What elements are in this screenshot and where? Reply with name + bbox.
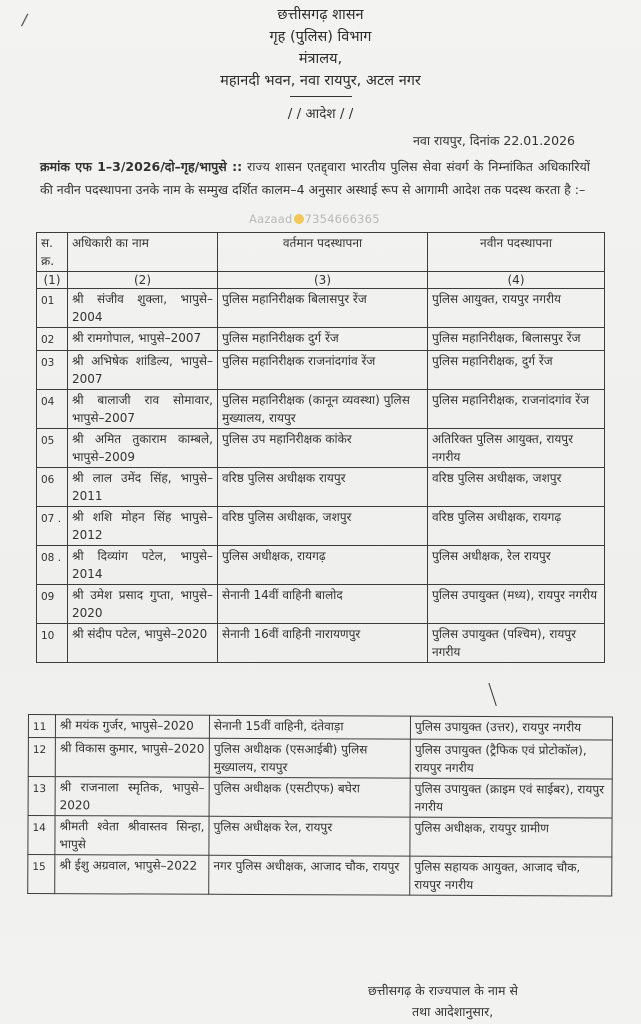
column-number: (1) [37,272,68,289]
table-row [37,390,605,429]
new-posting: पुलिस उपायुक्त (मध्य), रायपुर नगरीय [428,585,605,624]
serial-number: 06 [37,468,68,507]
smiley-icon [294,214,304,224]
new-posting: पुलिस अधीक्षक, रेल रायपुर [428,546,605,585]
column-number-row [37,272,605,289]
current-posting: पुलिस अधीक्षक (एसटीएफ) बघेरा [209,777,410,817]
order-title: / / आदेश / / [287,106,354,122]
table-row [28,715,612,741]
current-posting: नगर पुलिस अधीक्षक, आजाद चौक, रायपुर [209,855,410,895]
officer-name: श्री अभिषेक शांडिल्य, भापुसे–2007 [68,351,218,390]
officer-name: श्री लाल उमेंद सिंह, भापुसे–2011 [68,468,218,507]
serial-number: 05 [37,429,68,468]
signature-line-2: तथा आदेशानुसार, [412,1004,494,1019]
order-text: राज्य शासन एतद्द्वारा भारतीय पुलिस सेवा संवर्ग के निम्नांकित अधिकारियों की नवीन पदस्थापना उनके नाम के सम्मुख दर्शित कालम–4 अनुसार अस्थाई रूप से आगामी आदेश तक पदस्थ करता है :– [40,159,590,197]
new-posting: वरिष्ठ पुलिस अधीक्षक, रायगढ़ [428,507,605,546]
table-row [37,468,605,507]
current-posting: पुलिस अधीक्षक, रायगढ़ [218,546,428,585]
officer-name: श्रीमती श्वेता श्रीवास्तव सिन्हा, भापुसे [55,816,209,856]
new-posting: पुलिस आयुक्त, रायपुर नगरीय [428,289,605,328]
order-paragraph [40,155,590,201]
officer-name: श्री उमेश प्रसाद गुप्ता, भापुसे–2020 [68,585,218,624]
officer-name: श्री बालाजी राव सोमावार, भापुसे–2007 [68,390,218,429]
officer-name: श्री मयंक गुर्जर, भापुसे–2020 [55,715,209,739]
new-posting: पुलिस उपायुक्त (क्राइम एवं साईबर), रायपुर नगरीय [410,778,612,818]
posting-table-part-1 [36,232,605,663]
new-posting: पुलिस महानिरीक्षक, दुर्ग रेंज [428,351,605,390]
officer-name: श्री संजीव शुक्ला, भापुसे–2004 [68,289,218,328]
new-posting: पुलिस उपायुक्त (ट्रैफिक एवं प्रोटोकॉल), रायपुर नगरीय [410,739,612,779]
header-government: छत्तीसगढ़ शासन [277,7,364,23]
header-address: महानदी भवन, नवा रायपुर, अटल नगर [220,73,421,89]
new-posting: वरिष्ठ पुलिस अधीक्षक, जशपुर [428,468,605,507]
pen-tick-mark [488,682,499,706]
current-posting: सेनानी 15वीं वाहिनी, दंतेवाड़ा [209,715,410,739]
current-posting: सेनानी 14वीं वाहिनी बालोद [218,585,428,624]
watermark-phone: 7354666365 [304,212,380,226]
pen-slash-mark: / [20,9,29,30]
watermark [249,212,380,226]
new-posting: पुलिस महानिरीक्षक, राजनांदगांव रेंज [428,390,605,429]
current-posting: पुलिस महानिरीक्षक दुर्ग रेंज [218,328,428,351]
table-header-row [37,233,605,272]
officer-name: श्री शशि मोहन सिंह भापुसे– 2012 [68,507,218,546]
serial-number: 12 [28,738,55,777]
current-posting: पुलिस उप महानिरीक्षक कांकेर [218,429,428,468]
serial-number: 04 [37,390,68,429]
serial-number: 11 [28,715,55,738]
table-row [37,546,605,585]
current-posting: पुलिस अधीक्षक रेल, रायपुर [209,816,410,856]
header-new-posting: नवीन पदस्थापना [428,233,605,272]
serial-number: 14 [28,816,55,855]
serial-number: 09 [37,585,68,624]
current-posting: वरिष्ठ पुलिस अधीक्षक, जशपुर [218,507,428,546]
serial-number: 07 . [37,507,68,546]
current-posting: पुलिस महानिरीक्षक बिलासपुर रेंज [218,289,428,328]
new-posting: अतिरिक्त पुलिस आयुक्त, रायपुर नगरीय [428,429,605,468]
current-posting: सेनानी 16वीं वाहिनी नारायणपुर [218,624,428,663]
header-serial: स. क्र. [37,233,68,272]
officer-name: श्री राजनाला स्मृतिक, भापुसे–2020 [55,777,209,817]
serial-number: 02 [37,328,68,351]
table-row [28,855,612,897]
dateline: नवा रायपुर, दिनांक 22.01.2026 [412,133,575,148]
serial-number: 08 . [37,546,68,585]
header-ministry: मंत्रालय, [298,51,343,67]
column-number: (4) [428,272,605,289]
officer-name: श्री ईशु अग्रवाल, भापुसे–2022 [55,855,209,895]
serial-number: 15 [28,855,55,894]
table-row [37,585,605,624]
serial-number: 10 [37,624,68,663]
serial-number: 13 [28,777,55,816]
current-posting: पुलिस अधीक्षक (एसआईबी) पुलिस मुख्यालय, रायपुर [209,738,410,778]
current-posting: पुलिस महानिरीक्षक राजनांदगांव रेंज [218,351,428,390]
new-posting: पुलिस अधीक्षक, रायपुर ग्रामीण [410,817,612,857]
serial-number: 01 [37,289,68,328]
new-posting: पुलिस उपायुक्त (उत्तर), रायपुर नगरीय [410,716,612,740]
header-divider [290,96,352,97]
officer-name: श्री विकास कुमार, भापुसे–2020 [55,738,209,778]
table-row [28,816,612,858]
officer-name: श्री संदीप पटेल, भापुसे–2020 [68,624,218,663]
serial-number: 03 [37,351,68,390]
table-row [37,507,605,546]
current-posting: वरिष्ठ पुलिस अधीक्षक रायपुर [218,468,428,507]
header-department: गृह (पुलिस) विभाग [269,29,372,45]
order-reference-number: क्रमांक एफ 1–3/2026/दो–गृह/भापुसे :: [40,159,243,174]
table-row [28,777,612,819]
officer-name: श्री रामगोपाल, भापुसे–2007 [68,328,218,351]
watermark-name: Aazaad [249,212,293,226]
officer-name: श्री दिव्यांग पटेल, भापुसे–2014 [68,546,218,585]
table-row [28,738,612,780]
current-posting: पुलिस महानिरीक्षक (कानून व्यवस्था) पुलिस मुख्यालय, रायपुर [218,390,428,429]
signature-line-1: छत्तीसगढ़ के राज्यपाल के नाम से [368,983,518,998]
new-posting: पुलिस महानिरीक्षक, बिलासपुर रेंज [428,328,605,351]
column-number: (3) [218,272,428,289]
header-current-posting: वर्तमान पदस्थापना [218,233,428,272]
column-number: (2) [68,272,218,289]
posting-table-part-2 [27,714,613,897]
new-posting: पुलिस सहायक आयुक्त, आजाद चौक, रायपुर नगरीय [410,856,612,896]
table-row [37,429,605,468]
table-row [37,289,605,328]
table-row [37,351,605,390]
header-officer-name: अधिकारी का नाम [68,233,218,272]
new-posting: पुलिस उपायुक्त (पश्चिम), रायपुर नगरीय [428,624,605,663]
table-row [37,328,605,351]
officer-name: श्री अमित तुकाराम काम्बले, भापुसे–2009 [68,429,218,468]
table-row [37,624,605,663]
